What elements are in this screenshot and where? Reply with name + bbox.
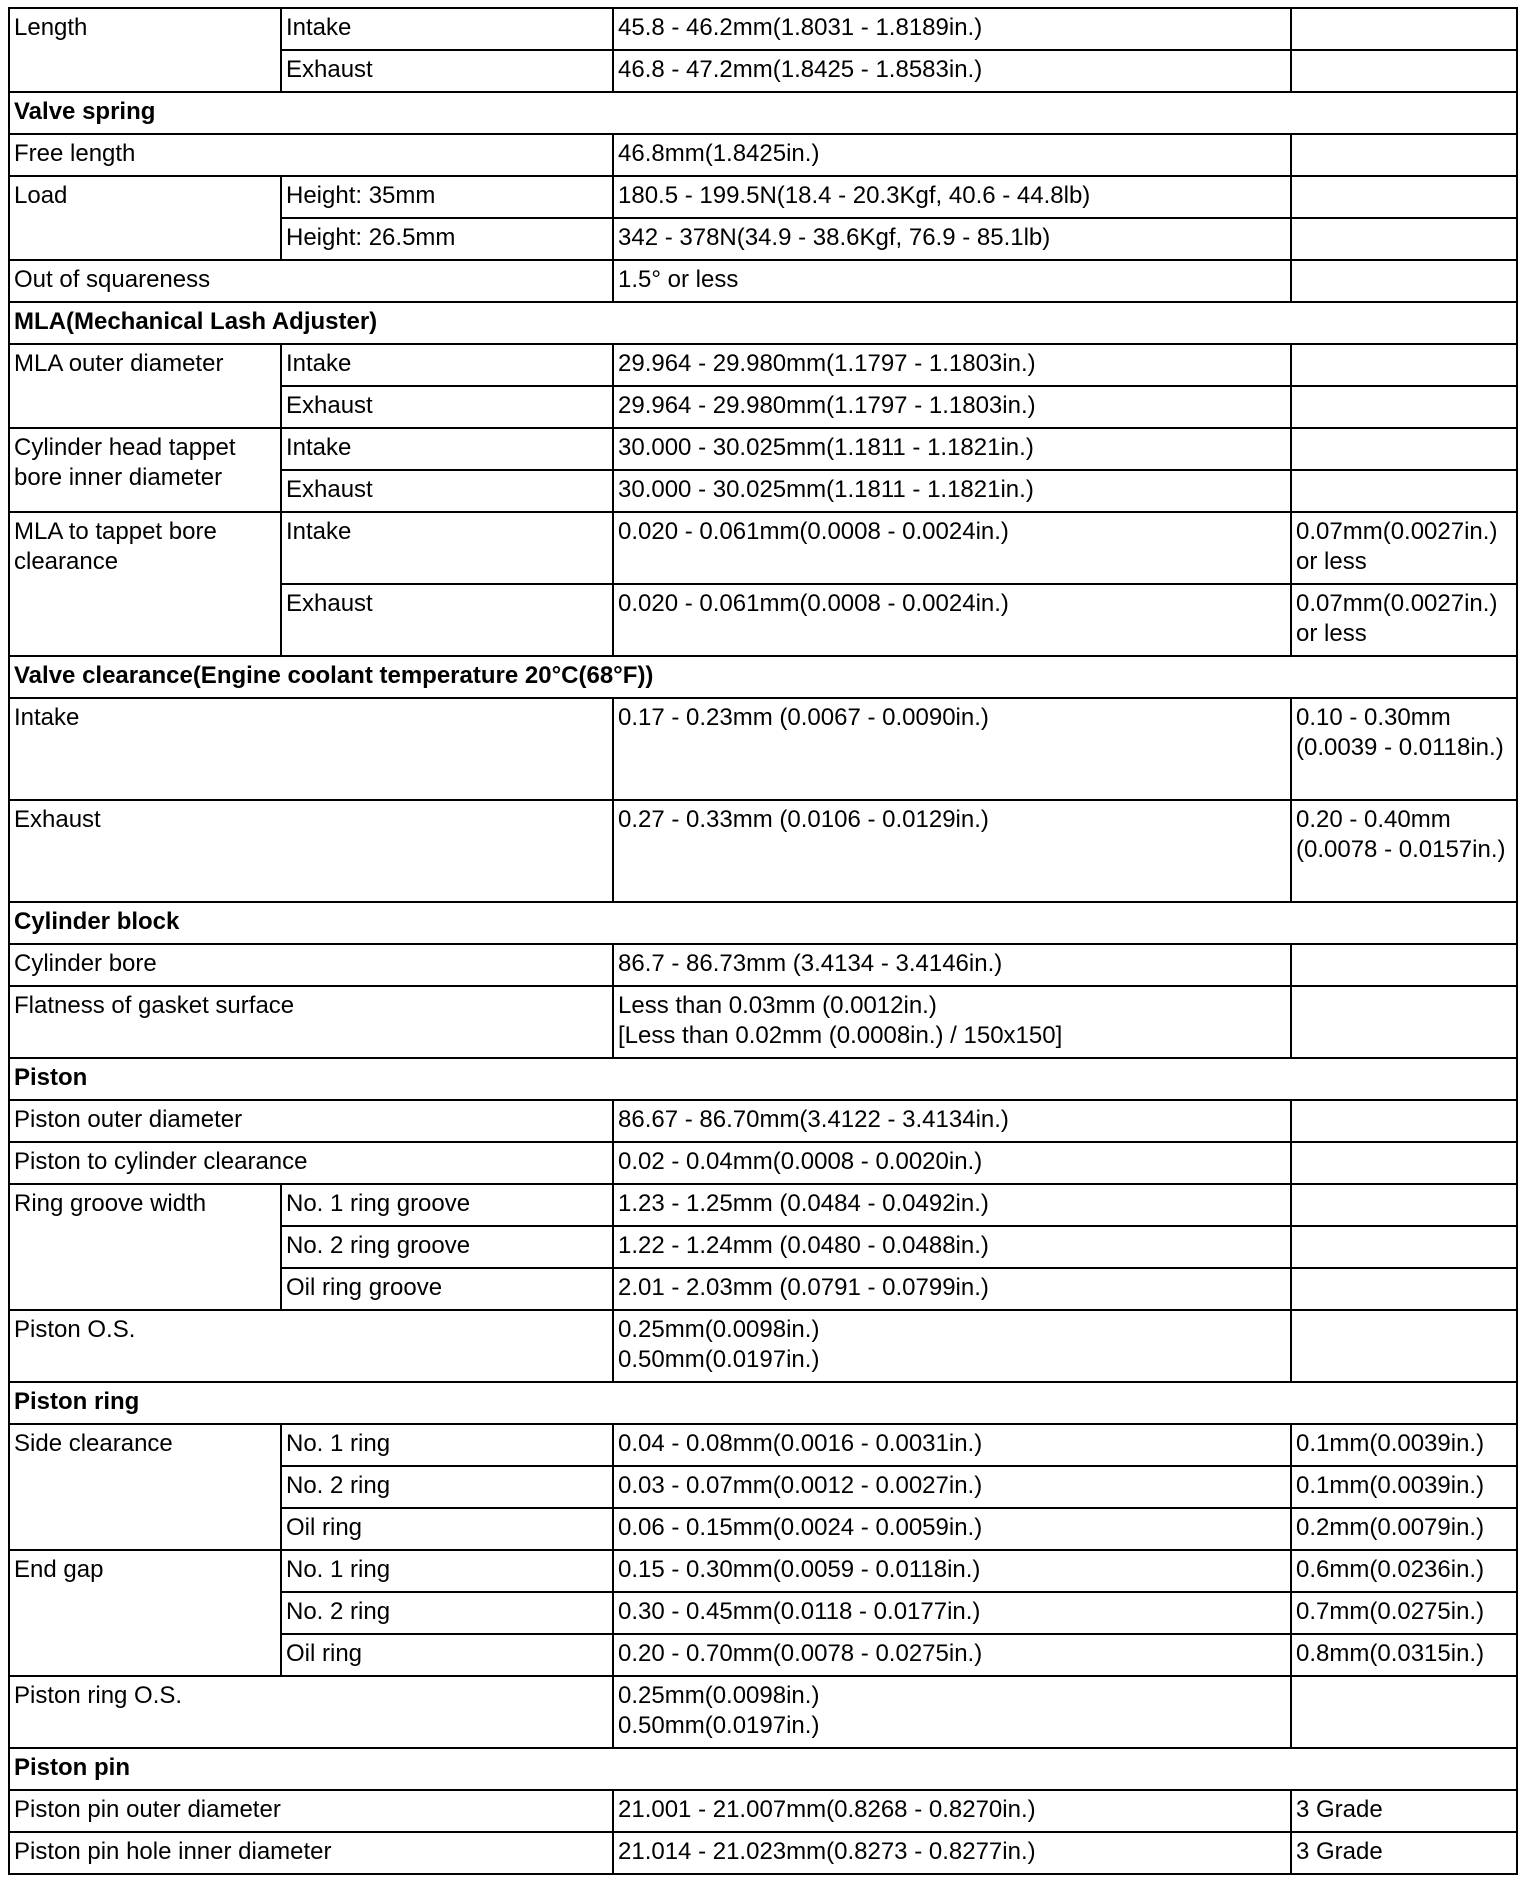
- table-row: [9, 1100, 1517, 1142]
- limit-value: [1291, 944, 1517, 986]
- table-row: [9, 800, 1517, 902]
- spec-line: 0.25mm(0.0098in.): [618, 1682, 820, 1709]
- limit-value: [1291, 1676, 1517, 1748]
- condition-label: Intake: [281, 512, 613, 584]
- item-label: Cylinder head tappet bore inner diameter: [9, 428, 281, 512]
- limit-value: [1291, 428, 1517, 470]
- section-row: [9, 1748, 1517, 1790]
- condition-label: Height: 35mm: [281, 176, 613, 218]
- spec-value: 30.000 - 30.025mm(1.1811 - 1.1821in.): [613, 470, 1291, 512]
- item-label: Free length: [9, 134, 613, 176]
- item-label: Piston to cylinder clearance: [9, 1142, 613, 1184]
- spec-value: 0.30 - 0.45mm(0.0118 - 0.0177in.): [613, 1592, 1291, 1634]
- table-row: [9, 176, 1517, 218]
- spec-value: 0.02 - 0.04mm(0.0008 - 0.0020in.): [613, 1142, 1291, 1184]
- spec-value: 86.7 - 86.73mm (3.4134 - 3.4146in.): [613, 944, 1291, 986]
- condition-label: Exhaust: [281, 386, 613, 428]
- table-row: [9, 1184, 1517, 1226]
- condition-label: No. 1 ring groove: [281, 1184, 613, 1226]
- item-label: Piston outer diameter: [9, 1100, 613, 1142]
- section-row: [9, 902, 1517, 944]
- table-row: [9, 260, 1517, 302]
- limit-value: [1291, 1100, 1517, 1142]
- limit-value: [1291, 8, 1517, 50]
- condition-label: Oil ring groove: [281, 1268, 613, 1310]
- section-title: Piston: [9, 1058, 1517, 1100]
- table-row: [9, 512, 1517, 584]
- limit-value: [1291, 50, 1517, 92]
- spec-value: 29.964 - 29.980mm(1.1797 - 1.1803in.): [613, 386, 1291, 428]
- spec-value: 0.03 - 0.07mm(0.0012 - 0.0027in.): [613, 1466, 1291, 1508]
- item-label: Cylinder bore: [9, 944, 613, 986]
- section-title: Cylinder block: [9, 902, 1517, 944]
- table-row: [9, 1550, 1517, 1592]
- item-label: MLA to tappet bore clearance: [9, 512, 281, 656]
- item-label: Exhaust: [9, 800, 613, 902]
- limit-value: [1291, 986, 1517, 1058]
- section-title: Piston ring: [9, 1382, 1517, 1424]
- spec-line: 0.50mm(0.0197in.): [618, 1712, 820, 1739]
- section-title: MLA(Mechanical Lash Adjuster): [9, 302, 1517, 344]
- limit-value: [1291, 1184, 1517, 1226]
- condition-label: No. 1 ring: [281, 1550, 613, 1592]
- section-title: Piston pin: [9, 1748, 1517, 1790]
- section-row: [9, 1382, 1517, 1424]
- spec-value: 86.67 - 86.70mm(3.4122 - 3.4134in.): [613, 1100, 1291, 1142]
- table-row: [9, 1310, 1517, 1382]
- condition-label: No. 2 ring groove: [281, 1226, 613, 1268]
- table-row: [9, 8, 1517, 50]
- spec-value: 0.020 - 0.061mm(0.0008 - 0.0024in.): [613, 584, 1291, 656]
- condition-label: Exhaust: [281, 584, 613, 656]
- item-label: Piston ring O.S.: [9, 1676, 613, 1748]
- spec-value: 0.27 - 0.33mm (0.0106 - 0.0129in.): [613, 800, 1291, 902]
- section-row: [9, 1058, 1517, 1100]
- condition-label: Oil ring: [281, 1634, 613, 1676]
- limit-value: 0.6mm(0.0236in.): [1291, 1550, 1517, 1592]
- limit-value: [1291, 260, 1517, 302]
- spec-value: 46.8mm(1.8425in.): [613, 134, 1291, 176]
- limit-value: 0.07mm(0.0027in.) or less: [1291, 584, 1517, 656]
- condition-label: Height: 26.5mm: [281, 218, 613, 260]
- spec-value: 180.5 - 199.5N(18.4 - 20.3Kgf, 40.6 - 44.8lb): [613, 176, 1291, 218]
- limit-value: 0.1mm(0.0039in.): [1291, 1466, 1517, 1508]
- spec-value: 0.04 - 0.08mm(0.0016 - 0.0031in.): [613, 1424, 1291, 1466]
- item-label: Flatness of gasket surface: [9, 986, 613, 1058]
- table-row: [9, 944, 1517, 986]
- item-label: Side clearance: [9, 1424, 281, 1550]
- condition-label: Intake: [281, 344, 613, 386]
- condition-label: No. 2 ring: [281, 1466, 613, 1508]
- item-label: Piston pin hole inner diameter: [9, 1832, 613, 1874]
- item-label: Out of squareness: [9, 260, 613, 302]
- section-row: [9, 302, 1517, 344]
- limit-value: 0.8mm(0.0315in.): [1291, 1634, 1517, 1676]
- section-row: [9, 92, 1517, 134]
- condition-label: Exhaust: [281, 50, 613, 92]
- specification-table: [8, 7, 1518, 1875]
- spec-value: 21.001 - 21.007mm(0.8268 - 0.8270in.): [613, 1790, 1291, 1832]
- item-label: Load: [9, 176, 281, 260]
- table-row: [9, 344, 1517, 386]
- spec-line: 0.25mm(0.0098in.): [618, 1316, 820, 1343]
- spec-value: 2.01 - 2.03mm (0.0791 - 0.0799in.): [613, 1268, 1291, 1310]
- limit-value: 3 Grade: [1291, 1832, 1517, 1874]
- table-row: [9, 1790, 1517, 1832]
- limit-value: 0.2mm(0.0079in.): [1291, 1508, 1517, 1550]
- limit-value: [1291, 1226, 1517, 1268]
- item-label: Length: [9, 8, 281, 92]
- condition-label: Intake: [281, 8, 613, 50]
- spec-value: [613, 986, 1291, 1058]
- spec-value: 1.23 - 1.25mm (0.0484 - 0.0492in.): [613, 1184, 1291, 1226]
- spec-value: 0.17 - 0.23mm (0.0067 - 0.0090in.): [613, 698, 1291, 800]
- condition-label: Oil ring: [281, 1508, 613, 1550]
- item-label: End gap: [9, 1550, 281, 1676]
- table-row: [9, 1676, 1517, 1748]
- table-row: [9, 986, 1517, 1058]
- spec-value: 21.014 - 21.023mm(0.8273 - 0.8277in.): [613, 1832, 1291, 1874]
- limit-value: 0.10 - 0.30mm (0.0039 - 0.0118in.): [1291, 698, 1517, 800]
- item-label: Piston O.S.: [9, 1310, 613, 1382]
- section-title: Valve spring: [9, 92, 1517, 134]
- spec-value: 342 - 378N(34.9 - 38.6Kgf, 76.9 - 85.1lb): [613, 218, 1291, 260]
- limit-value: [1291, 344, 1517, 386]
- limit-value: [1291, 1268, 1517, 1310]
- spec-value: 0.06 - 0.15mm(0.0024 - 0.0059in.): [613, 1508, 1291, 1550]
- limit-value: 0.7mm(0.0275in.): [1291, 1592, 1517, 1634]
- spec-line: 0.50mm(0.0197in.): [618, 1346, 820, 1373]
- section-title: Valve clearance(Engine coolant temperature 20°C(68°F)): [9, 656, 1517, 698]
- limit-value: [1291, 386, 1517, 428]
- table-row: [9, 134, 1517, 176]
- spec-value: 29.964 - 29.980mm(1.1797 - 1.1803in.): [613, 344, 1291, 386]
- item-label: Piston pin outer diameter: [9, 1790, 613, 1832]
- limit-value: 0.07mm(0.0027in.) or less: [1291, 512, 1517, 584]
- limit-value: 3 Grade: [1291, 1790, 1517, 1832]
- condition-label: Exhaust: [281, 470, 613, 512]
- spec-value: 0.020 - 0.061mm(0.0008 - 0.0024in.): [613, 512, 1291, 584]
- spec-value: 45.8 - 46.2mm(1.8031 - 1.8189in.): [613, 8, 1291, 50]
- limit-value: [1291, 1310, 1517, 1382]
- spec-line: Less than 0.03mm (0.0012in.): [618, 992, 937, 1019]
- limit-value: [1291, 134, 1517, 176]
- spec-value: 0.20 - 0.70mm(0.0078 - 0.0275in.): [613, 1634, 1291, 1676]
- spec-value: 46.8 - 47.2mm(1.8425 - 1.8583in.): [613, 50, 1291, 92]
- item-label: Intake: [9, 698, 613, 800]
- condition-label: Intake: [281, 428, 613, 470]
- table-row: [9, 1142, 1517, 1184]
- spec-value: 0.15 - 0.30mm(0.0059 - 0.0118in.): [613, 1550, 1291, 1592]
- spec-value: [613, 1310, 1291, 1382]
- limit-value: [1291, 470, 1517, 512]
- limit-value: 0.20 - 0.40mm (0.0078 - 0.0157in.): [1291, 800, 1517, 902]
- item-label: MLA outer diameter: [9, 344, 281, 428]
- condition-label: No. 2 ring: [281, 1592, 613, 1634]
- condition-label: No. 1 ring: [281, 1424, 613, 1466]
- spec-value: 1.5° or less: [613, 260, 1291, 302]
- table-row: [9, 428, 1517, 470]
- limit-value: [1291, 176, 1517, 218]
- limit-value: [1291, 218, 1517, 260]
- spec-value: 1.22 - 1.24mm (0.0480 - 0.0488in.): [613, 1226, 1291, 1268]
- table-row: [9, 1424, 1517, 1466]
- limit-value: [1291, 1142, 1517, 1184]
- section-row: [9, 656, 1517, 698]
- spec-value: [613, 1676, 1291, 1748]
- spec-value: 30.000 - 30.025mm(1.1811 - 1.1821in.): [613, 428, 1291, 470]
- spec-line: [Less than 0.02mm (0.0008in.) / 150x150]: [618, 1022, 1063, 1049]
- item-label: Ring groove width: [9, 1184, 281, 1310]
- table-row: [9, 698, 1517, 800]
- limit-value: 0.1mm(0.0039in.): [1291, 1424, 1517, 1466]
- table-row: [9, 1832, 1517, 1874]
